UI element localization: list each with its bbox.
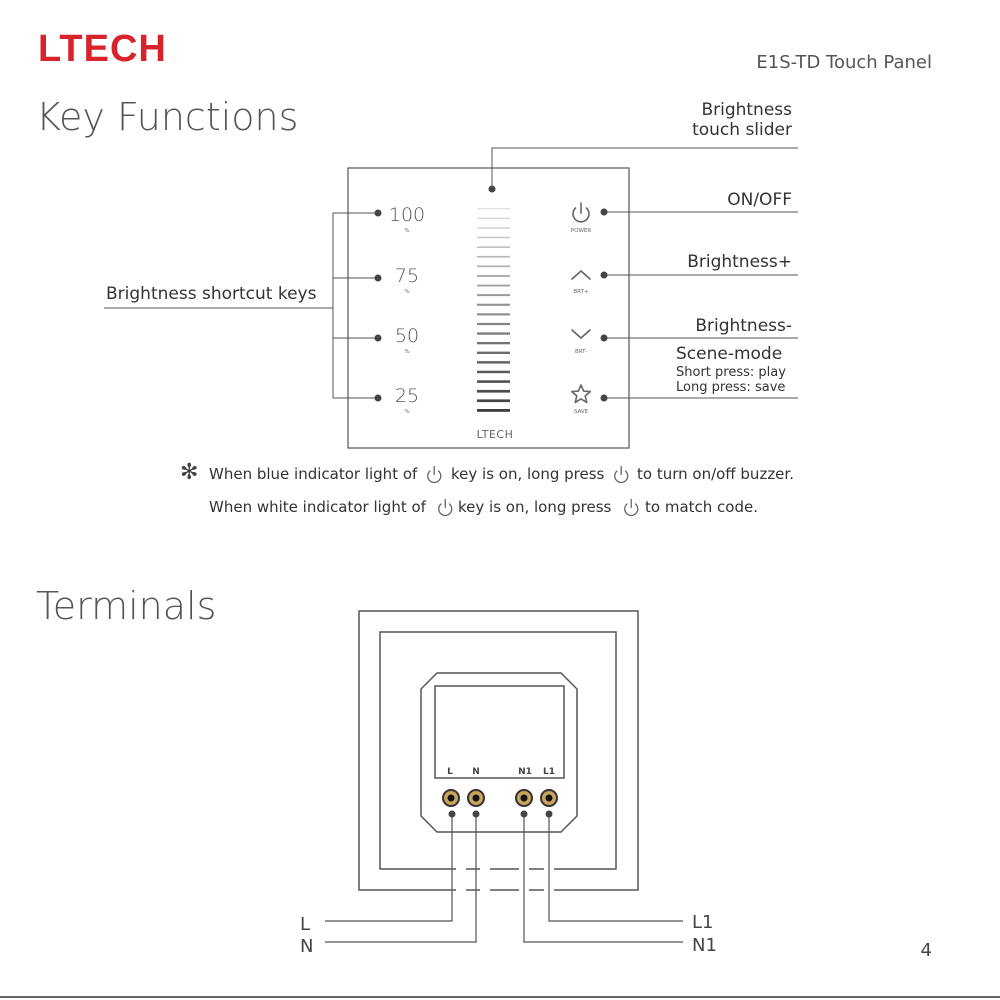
panel-logo: LTECH xyxy=(476,428,514,441)
slider-bar xyxy=(477,218,510,220)
note-power-icon xyxy=(625,500,638,516)
brt-minus-caption: BRT- xyxy=(574,349,588,355)
shortcut-keys-label: Brightness shortcut keys xyxy=(106,284,317,304)
note-2-part-a: When white indicator light of xyxy=(209,498,426,516)
page-number: 4 xyxy=(920,940,932,961)
bottom-rule xyxy=(0,996,1000,998)
slider-bar xyxy=(477,227,510,229)
terminal-screw-n1 xyxy=(516,790,532,806)
key-functions-title: Key Functions xyxy=(36,95,299,139)
slider-bar xyxy=(477,275,510,277)
slider-bar xyxy=(477,313,510,315)
slider-bar xyxy=(477,208,510,209)
slider-bar xyxy=(477,361,510,364)
chevron-up-icon xyxy=(572,271,590,279)
chevron-down-icon xyxy=(572,330,590,338)
product-model: E1S-TD Touch Panel xyxy=(756,52,932,73)
note-1-part-a: When blue indicator light of xyxy=(209,465,418,483)
brightness-minus-label: Brightness- xyxy=(695,316,792,336)
slider-bar xyxy=(477,304,510,306)
note-1-part-c: to turn on/off buzzer. xyxy=(637,465,794,483)
shortcut-dot-75 xyxy=(375,275,382,282)
scene-mode-label: Scene-mode xyxy=(676,344,783,364)
note-2-part-c: to match code. xyxy=(645,498,758,516)
note-asterisk: ✻ xyxy=(180,460,199,485)
slider-bar xyxy=(477,390,510,393)
note-2-part-b: key is on, long press xyxy=(458,498,612,516)
slider-bar xyxy=(477,323,510,325)
slider-bar xyxy=(477,371,510,374)
slider-bar xyxy=(477,285,510,287)
terminal-label-n1: N1 xyxy=(518,767,532,777)
terminal-label-l: L xyxy=(447,767,453,777)
terminal-label-l1: L1 xyxy=(543,767,555,777)
wire-label-n: N xyxy=(300,936,314,957)
shortcut-75-unit: % xyxy=(404,289,410,295)
scene-short-press: Short press: play xyxy=(676,365,786,380)
power-caption: POWER xyxy=(570,228,592,234)
wire-l xyxy=(325,814,452,921)
note-power-icon xyxy=(439,500,452,516)
shortcut-dot-100 xyxy=(375,210,382,217)
slider-bar xyxy=(477,352,510,354)
brightness-plus-label: Brightness+ xyxy=(687,252,792,272)
brightness-slider xyxy=(477,208,510,412)
shortcut-50-value: 50 xyxy=(394,325,420,347)
on-off-label: ON/OFF xyxy=(727,190,792,210)
wire-label-l: L xyxy=(300,914,311,935)
shortcut-100-value: 100 xyxy=(388,204,426,226)
slider-bar xyxy=(477,380,510,383)
shortcut-25-unit: % xyxy=(404,409,410,415)
slider-bar xyxy=(477,342,510,344)
slider-label xyxy=(692,100,792,141)
brand-logo: LTECH xyxy=(38,28,167,70)
note-1-part-b: key is on, long press xyxy=(451,465,605,483)
shortcut-75-value: 75 xyxy=(394,265,420,287)
terminals-diagram xyxy=(0,590,1000,990)
shortcut-bracket xyxy=(104,213,378,398)
slider-bar xyxy=(477,332,510,334)
slider-bar xyxy=(477,246,510,248)
slider-bar xyxy=(477,399,510,402)
shortcut-25-value: 25 xyxy=(394,385,420,407)
slider-bar xyxy=(477,294,510,296)
slider-bar xyxy=(477,265,510,267)
star-icon xyxy=(572,385,590,402)
brt-plus-caption: BRT+ xyxy=(573,289,589,295)
slider-label-line2: touch slider xyxy=(692,120,792,141)
note-power-icon xyxy=(428,467,441,483)
wire-label-n1: N1 xyxy=(692,935,717,956)
shortcut-50-unit: % xyxy=(404,349,410,355)
slider-label-line1: Brightness xyxy=(701,100,792,120)
shortcut-dot-25 xyxy=(375,395,382,402)
terminals-title: Terminals xyxy=(36,584,217,628)
power-icon xyxy=(573,203,589,222)
slider-bar xyxy=(477,256,510,258)
slider-bar xyxy=(477,237,510,239)
terminal-screw-l1 xyxy=(541,790,557,806)
terminal-label-n: N xyxy=(472,767,480,777)
terminal-screw-n xyxy=(468,790,484,806)
shortcut-dot-50 xyxy=(375,335,382,342)
shortcut-100-unit: % xyxy=(404,228,410,234)
terminal-screw-l xyxy=(443,790,459,806)
wire-label-l1: L1 xyxy=(692,912,714,933)
slider-bar xyxy=(477,409,510,412)
save-caption: SAVE xyxy=(573,409,589,415)
scene-long-press: Long press: save xyxy=(676,380,786,395)
note-power-icon xyxy=(615,467,628,483)
module-body xyxy=(421,673,577,832)
